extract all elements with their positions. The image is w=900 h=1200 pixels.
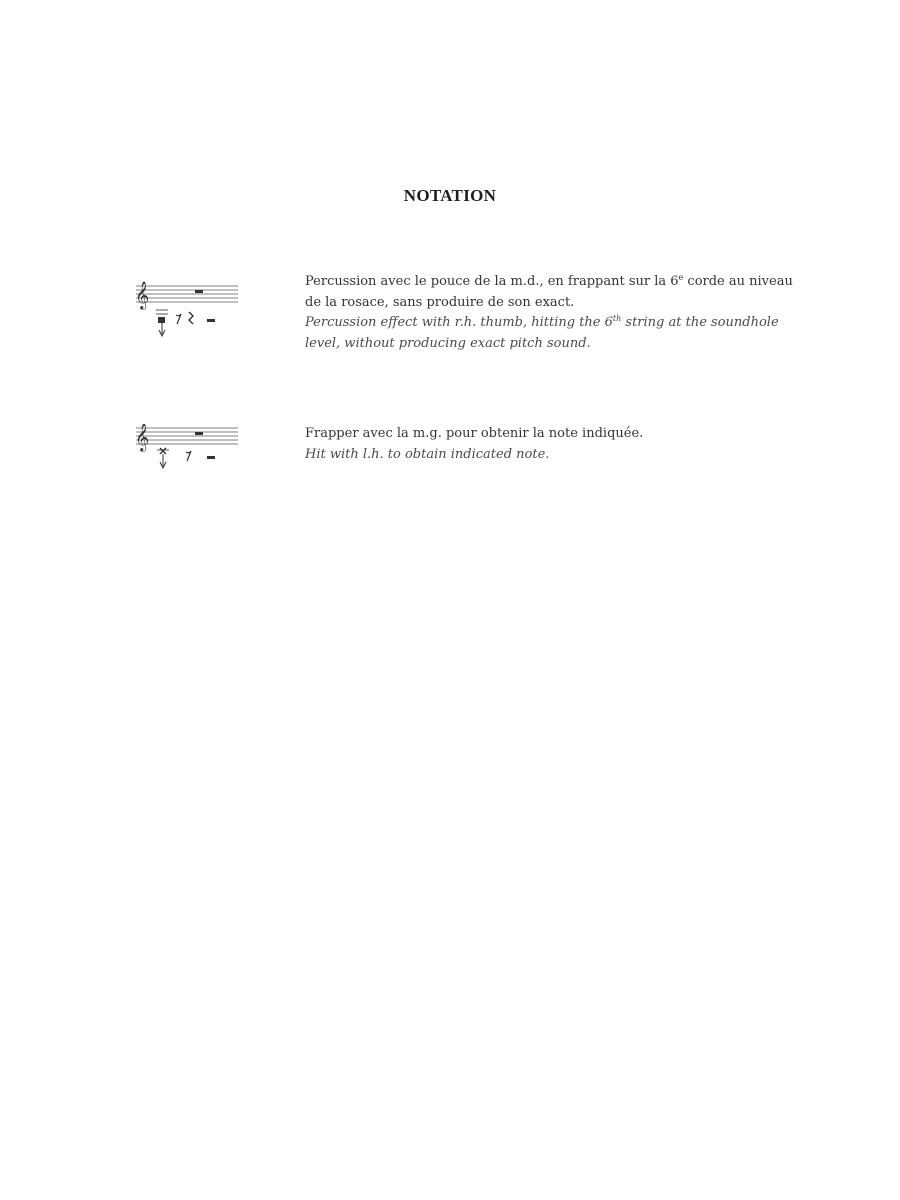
french-description: Percussion avec le pouce de la m.d., en frappant sur la 6e corde au niveau de la rosace, sans produire de son exact. — [305, 273, 793, 310]
svg-text:𝄞: 𝄞 — [135, 281, 150, 309]
french-description: Frapper avec la m.g. pour obtenir la note indiquée. — [305, 426, 644, 441]
page-title: NOTATION — [403, 186, 497, 205]
english-description: Percussion effect with r.h. thumb, hitting the 6th string at the soundhole level, without producing exact pitch sound. — [305, 314, 779, 351]
english-description: Hit with l.h. to obtain indicated note. — [305, 446, 550, 462]
notation-description — [305, 272, 793, 354]
svg-text:𝄞: 𝄞 — [135, 424, 150, 451]
hit-note-notation-icon — [132, 424, 242, 494]
notation-description — [305, 424, 785, 465]
percussion-notation-icon — [132, 272, 242, 342]
